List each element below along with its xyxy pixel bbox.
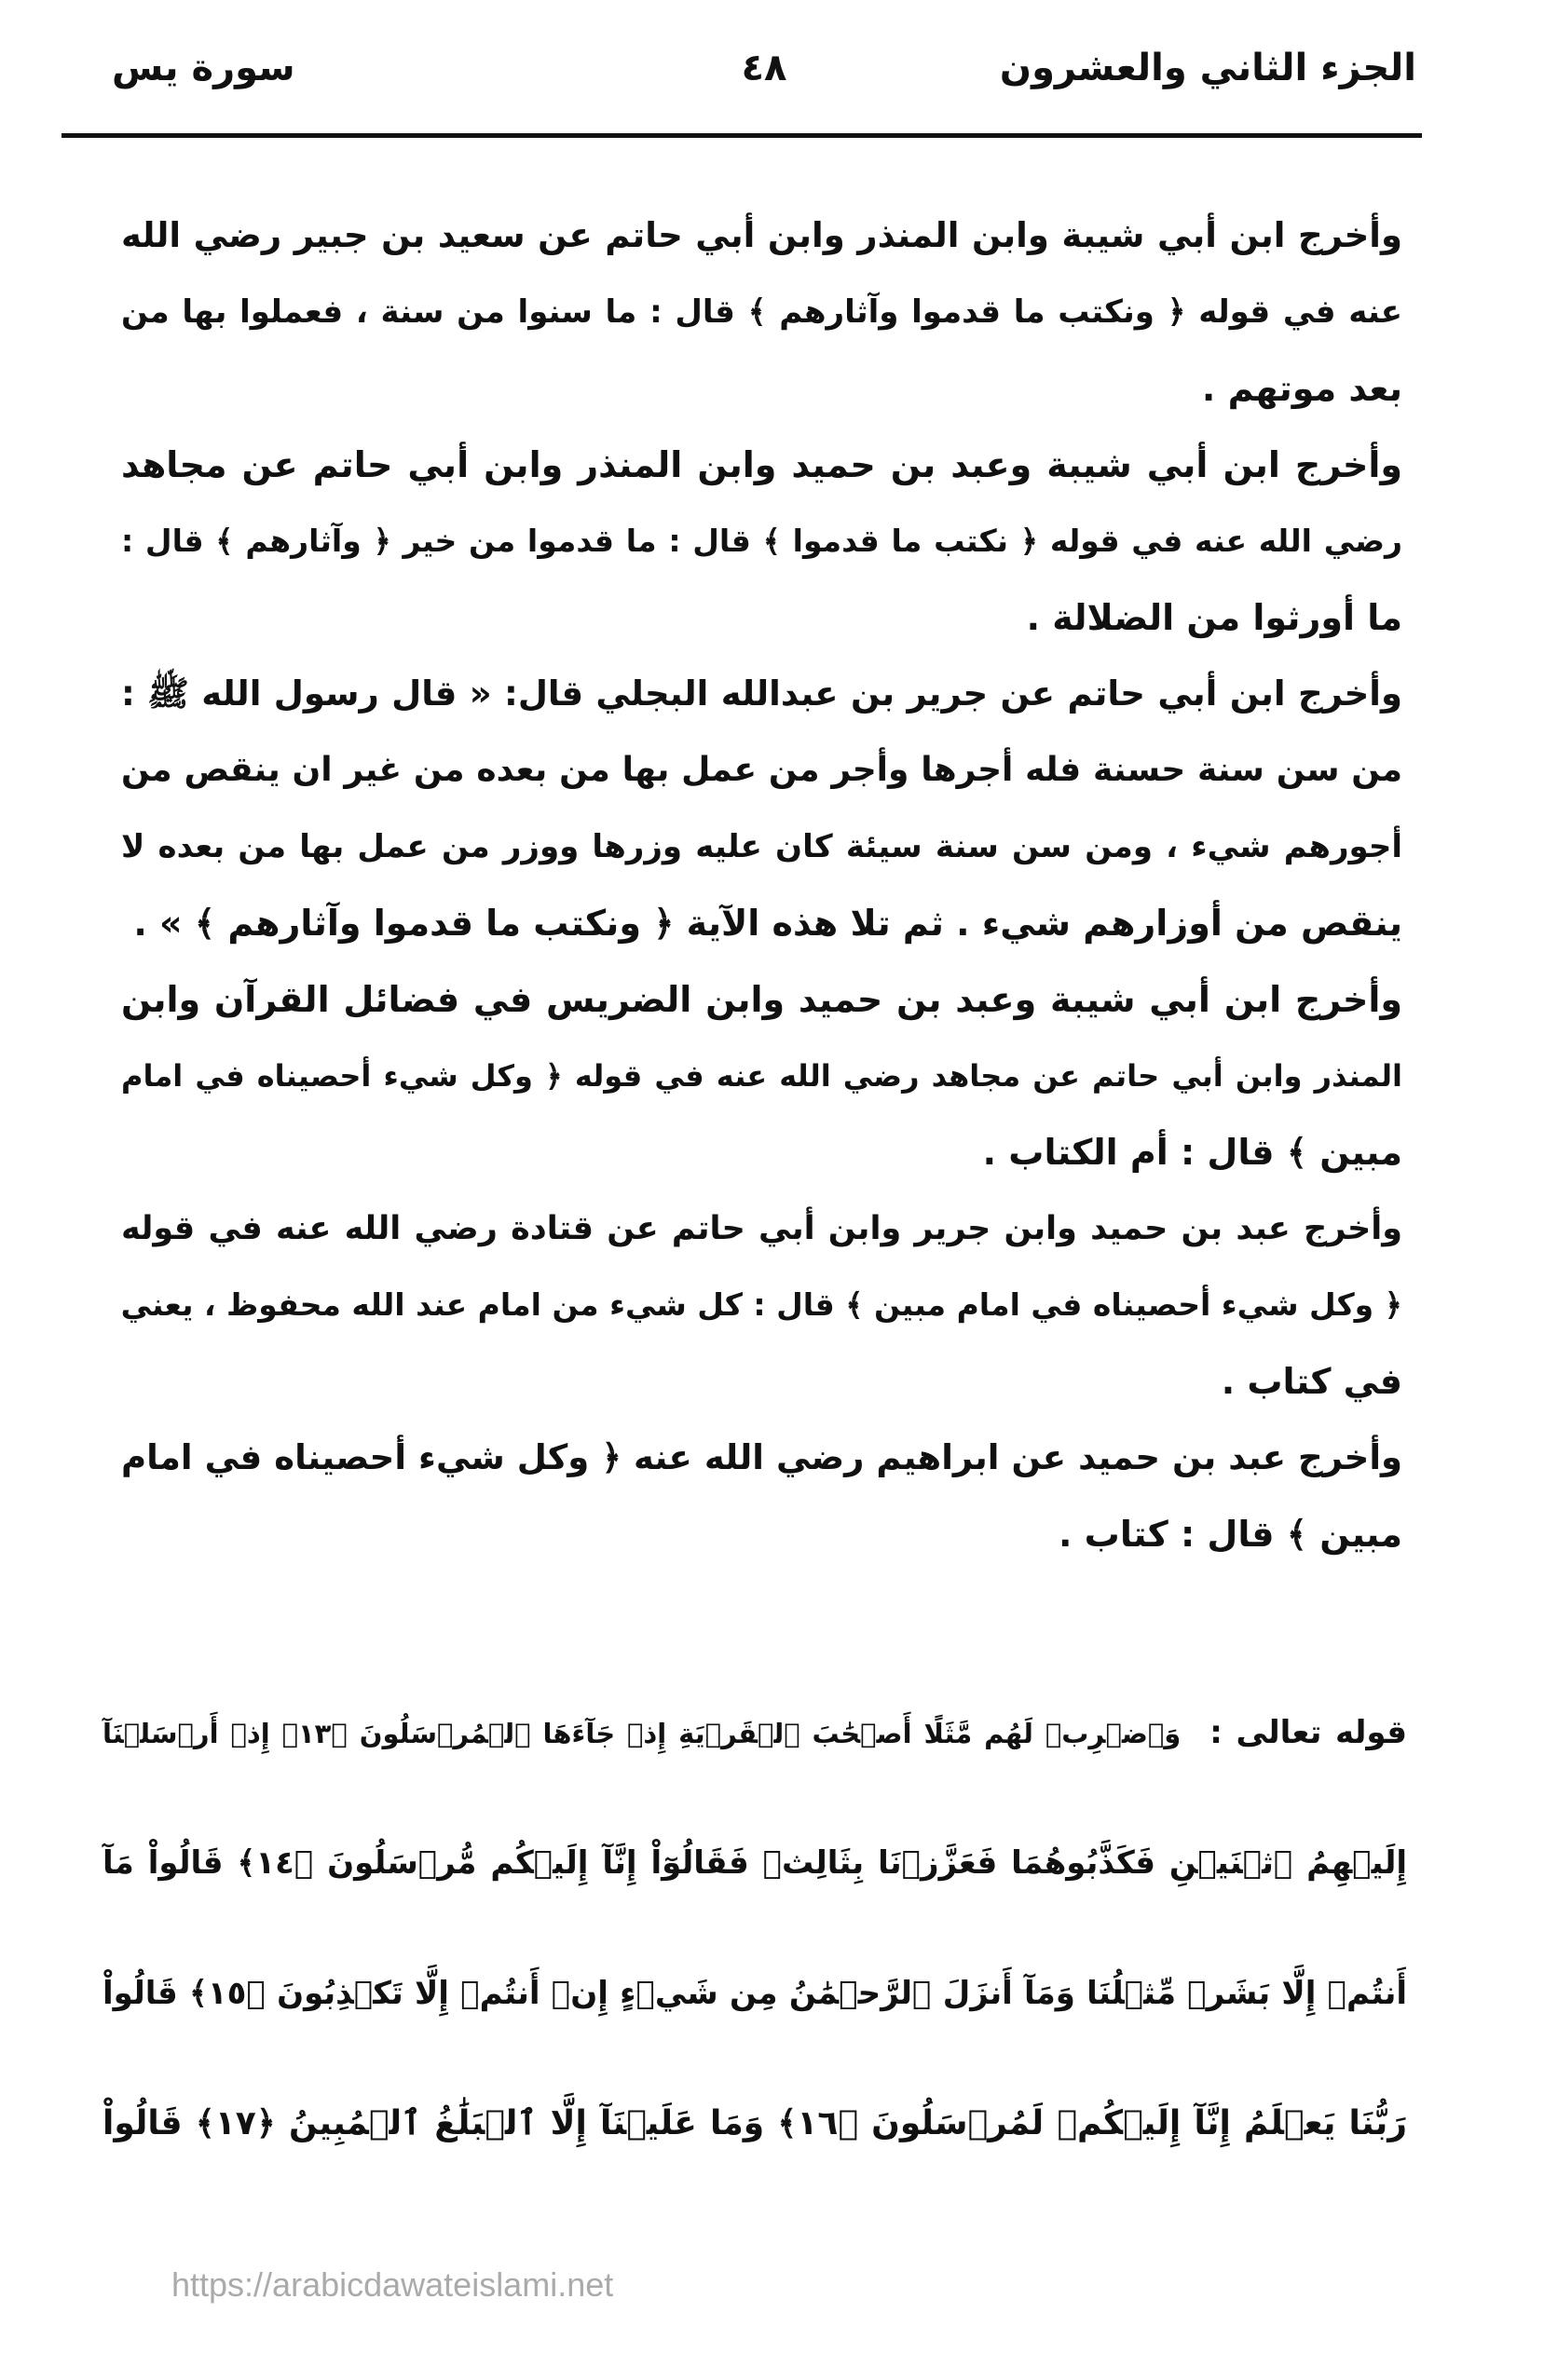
paragraph-line: مبين ﴾ قال : كتاب . — [1059, 1514, 1402, 1555]
surah-title: سورة يس — [112, 47, 295, 89]
paragraph-line: عنه في قوله ﴿ ونكتب ما قدموا وآثارهم ﴾ قال : ما سنوا من سنة ، فعملوا بها من — [121, 293, 1402, 331]
paragraph-line: وأخرج عبد بن حميد وابن جرير وابن أبي حاتم عن قتادة رضي الله عنه في قوله — [121, 1210, 1402, 1247]
paragraph-line: رضي الله عنه في قوله ﴿ نكتب ما قدموا ﴾ قال : ما قدموا من خير ﴿ وآثارهم ﴾ قال : — [121, 523, 1402, 559]
paragraph-line: من سن سنة حسنة فله أجرها وأجر من عمل بها من بعده من غير ان ينقص من — [121, 751, 1402, 789]
paragraph-line: وأخرج ابن أبي شيبة وعبد بن حميد وابن المنذر وابن أبي حاتم عن مجاهد — [121, 444, 1402, 485]
paragraph-line: وأخرج عبد بن حميد عن ابراهيم رضي الله عنه ﴿ وكل شيء أحصيناه في امام — [121, 1437, 1402, 1477]
paragraph-line: أجورهم شيء ، ومن سن سنة سيئة كان عليه وزرها ووزر من عمل بها من بعده لا — [121, 828, 1402, 865]
paragraph-line: ينقص من أوزارهم شيء . ثم تلا هذه الآية ﴿ ونكتب ما قدموا وآثارهم ﴾ » . — [133, 903, 1402, 944]
paragraph-line: في كتاب . — [1221, 1361, 1402, 1402]
verse-intro: قوله تعالى : — [1209, 1714, 1407, 1751]
part-title: الجزء الثاني والعشرون — [999, 47, 1416, 89]
verse-line: أَنتُمۡ إِلَّا بَشَرٞ مِّثۡلُنَا وَمَآ أَنزَلَ ٱلرَّحۡمَٰنُ مِن شَيۡءٍ إِنۡ أَنتُمۡ إِلَّا تَكۡذِبُونَ ﴿١٥﴾ قَالُواْ — [102, 1975, 1407, 2012]
paragraph-line: المنذر وابن أبي حاتم عن مجاهد رضي الله عنه في قوله ﴿ وكل شيء أحصيناه في امام — [121, 1058, 1402, 1094]
verse-line: رَبُّنَا يَعۡلَمُ إِنَّآ إِلَيۡكُمۡ لَمُرۡسَلُونَ ﴿١٦﴾ وَمَا عَلَيۡنَآ إِلَّا ٱلۡبَلَٰغُ ٱلۡمُبِينُ ﴿١٧﴾ قَالُواْ — [102, 2104, 1407, 2142]
header-rule — [61, 133, 1422, 138]
paragraph-line: ما أورثوا من الضلالة . — [1026, 597, 1402, 638]
paragraph-line: وأخرج ابن أبي حاتم عن جرير بن عبدالله البجلي قال: « قال رسول الله ﷺ : — [121, 673, 1402, 714]
running-header — [112, 47, 1416, 112]
watermark: https://arabicdawateislami.net — [171, 2265, 614, 2304]
verse-text: وَٱضۡرِبۡ لَهُم مَّثَلًا أَصۡحَٰبَ ٱلۡقَرۡيَةِ إِذۡ جَآءَهَا ٱلۡمُرۡسَلُونَ ﴿١٣﴾ إِذۡ أَرۡسَلۡنَآ — [102, 1718, 1182, 1749]
commentary-text — [121, 197, 1402, 1572]
verse-line: إِلَيۡهِمُ ٱثۡنَيۡنِ فَكَذَّبُوهُمَا فَعَزَّزۡنَا بِثَالِثٖ فَقَالُوٓاْ إِنَّآ إِلَيۡكُم مُّرۡسَلُونَ ﴿١٤﴾ قَالُواْ مَآ — [102, 1844, 1407, 1882]
paragraph-line: وأخرج ابن أبي شيبة وابن المنذر وابن أبي حاتم عن سعيد بن جبير رضي الله — [121, 215, 1402, 255]
quran-verses — [102, 1667, 1407, 2189]
paragraph-line: بعد موتهم . — [1201, 368, 1402, 409]
paragraph-line: وأخرج ابن أبي شيبة وعبد بن حميد وابن الضريس في فضائل القرآن وابن — [121, 979, 1402, 1020]
paragraph-line: ﴿ وكل شيء أحصيناه في امام مبين ﴾ قال : كل شيء من امام عند الله محفوظ ، يعني — [120, 1286, 1402, 1323]
paragraph-line: مبين ﴾ قال : أم الكتاب . — [982, 1132, 1402, 1173]
verse-line — [102, 1667, 1407, 1798]
page-number: ٤٨ — [741, 47, 787, 89]
